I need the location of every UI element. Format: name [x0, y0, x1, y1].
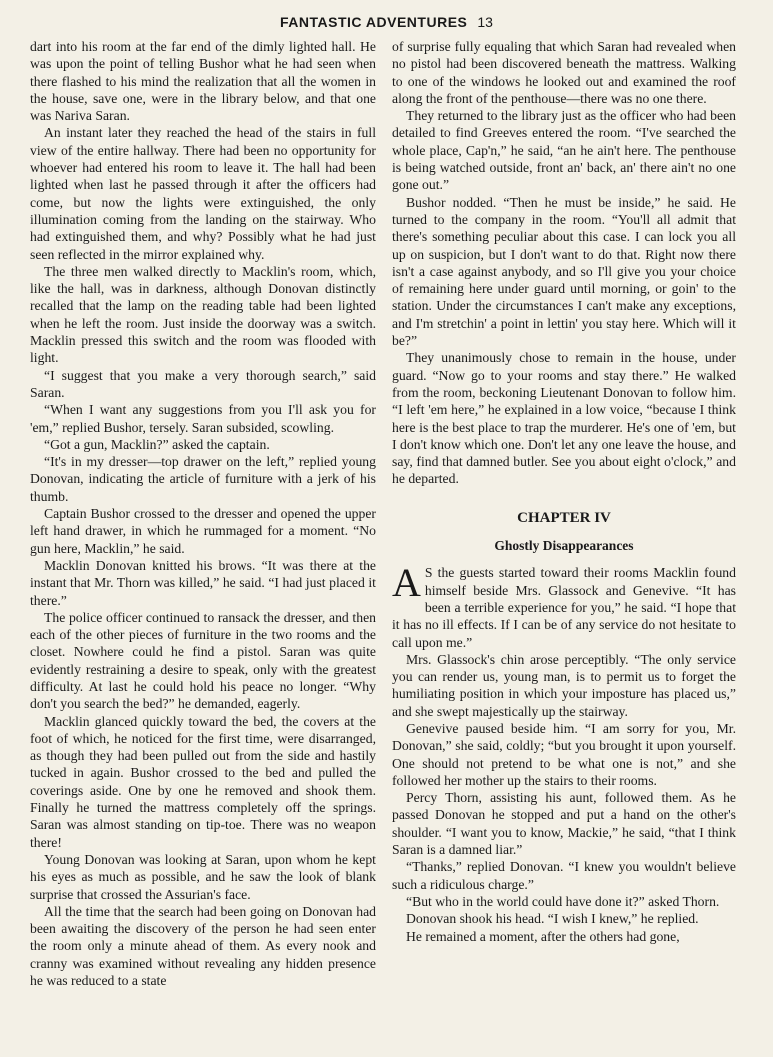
right-column	[392, 38, 736, 945]
paragraph: Bushor nodded. “Then he must be inside,” he said. He turned to the company in the room. “You'll all admit that there's something peculiar about this case. I can lock you all up on suspicion, but I don't want to do that. Right now there isn't a case against anybody, and so I'll give you your choice of remaining here under guard until morning, or goin' to the station. Under the circumstances I can't make any exceptions, and I'm stretchin' a point in lettin' you stay here. Which will it be?”	[392, 194, 736, 349]
paragraph: Young Donovan was looking at Saran, upon whom he kept his eyes as much as possible, and he saw the look of blank surprise that crossed the Assurian's face.	[30, 851, 376, 902]
chapter-heading: CHAPTER IV	[517, 509, 611, 526]
paragraph	[392, 560, 736, 650]
paragraph: The three men walked directly to Macklin's room, which, like the hall, was in darkness, although Donovan distinctly recalled that the lamp on the reading table had been lighted when he left the room. Just inside the doorway was a switch. Macklin pressed this switch and the room was flooded with light.	[30, 263, 376, 366]
chapter-title: Ghostly Disappearances	[494, 538, 634, 554]
paragraph: Captain Bushor crossed to the dresser and opened the upper left hand drawer, in which he rummaged for a moment. “No gun here, Macklin,” he said.	[30, 506, 376, 556]
paragraph: Macklin Donovan knitted his brows. “It was there at the instant that Mr. Thorn was killed,” he said. “I had just placed it there.”	[30, 557, 376, 608]
paragraph: Percy Thorn, assisting his aunt, followed them. As he passed Donovan he stopped and put a hand on the other's shoulder. “I want you to know, Mackie,” he said, “that I think Saran is a damned liar.”	[392, 790, 736, 858]
paragraph: dart into his room at the far end of the dimly lighted hall. He was upon the point of telling Bushor what he had seen when there flashed to his mind the realization that all the women in the house, save one, were in the library below, and that one was Nariva Saran.	[30, 39, 376, 124]
paragraph: “I suggest that you make a very thorough search,” said Saran.	[30, 367, 376, 400]
paragraph: He remained a moment, after the others had gone,	[406, 928, 680, 944]
paragraph: Mrs. Glassock's chin arose perceptibly. “The only service you can render us, young man, is to permit us to forget the humiliating position in which your imposture has placed us,” and she swept majestically up the stairway.	[392, 651, 736, 719]
paragraph: Donovan shook his head. “I wish I knew,” he replied.	[406, 911, 699, 927]
paragraph: “But who in the world could have done it?” asked Thorn.	[406, 893, 720, 909]
running-header	[0, 14, 773, 30]
paragraph: “Thanks,” replied Donovan. “I knew you wouldn't believe such a ridiculous charge.”	[392, 859, 736, 892]
paragraph: An instant later they reached the head of the stairs in full view of the entire hallway. There had been no opportunity for whoever had entered his room to leave it. The hall had been lighted when last he passed through it after the officers had come, but now the lights were extinguished, the only illumination coming from the landing on the stairway. Who had extinguished them, and why? Possibly what he had just seen reflected in the mirror explained why.	[30, 125, 376, 262]
page-number: 13	[477, 14, 493, 30]
paragraph: They unanimously chose to remain in the house, under guard. “Now go to your rooms and stay there.” He walked from the room, beckoning Lieutenant Donovan to follow him. “I left 'em here,” he explained in a low voice, “because I think here is the best place to trap the murderer. He's one of 'em, but I don't know which one. Don't let any one leave the house, and say, find that damned butler. See you about eight o'clock,” and he departed.	[392, 350, 736, 487]
paragraph: All the time that the search had been going on Donovan had been awaiting the discovery of the person he had seen enter the room only a minute ahead of them. As every nook and cranny was examined without revealing any hidden presence he was reduced to a state	[30, 903, 376, 989]
paragraph: of surprise fully equaling that which Saran had revealed when no pistol had been discovered beneath the mattress. Walking to one of the windows he looked out and examined the roof along the front of the penthouse—there was no one there.	[392, 39, 736, 106]
paragraph: “When I want any suggestions from you I'll ask you for 'em,” replied Bushor, tersely. Saran subsided, scowling.	[30, 402, 376, 435]
paragraph-text: S the guests started toward their rooms Macklin found himself beside Mrs. Glassock and Genevive. “It has been a terrible experience for you,” he said. “I hope that it has no ill effects. If I can be of any service do not hesitate to call upon me.”	[392, 565, 736, 650]
paragraph: Genevive paused beside him. “I am sorry for you, Mr. Donovan,” she said, coldly; “but you brought it upon yourself. One should not pretend to be what one is not,” and she followed her mother up the stairs to their rooms.	[392, 720, 736, 788]
paragraph: The police officer continued to ransack the dresser, and then each of the other pieces of furniture in the two rooms and the closet. Nowhere could he find a pistol. Saran was quite evidently restraining a desire to speak, only with the greatest difficulty. At last he could hold his peace no longer. “Why don't you search the bed?” he demanded, eagerly.	[30, 609, 376, 712]
paragraph: “Got a gun, Macklin?” asked the captain.	[44, 436, 270, 452]
left-column	[30, 38, 376, 989]
paragraph: Macklin glanced quickly toward the bed, the covers at the foot of which, he noticed for the first time, were disarranged, as though they had been pulled out from the side and hastily tucked in again. Bushor crossed to the bed and pulled the coverings aside. One by one he removed and shook them. Finally he turned the mattress completely off the springs. Saran was almost standing on tip-toe. There was no weapon there!	[30, 713, 376, 850]
magazine-title: FANTASTIC ADVENTURES	[280, 14, 468, 30]
drop-cap: A	[392, 560, 421, 606]
paragraph: They returned to the library just as the officer who had been detailed to find Greeves entered the room. “I've searched the whole place, Cap'n,” he said, “an he ain't here. The penthouse is being watched outside, front an' back, an' there ain't no one gone out.”	[392, 108, 736, 193]
paragraph: “It's in my dresser—top drawer on the left,” replied young Donovan, indicating the article of furniture with a jerk of his thumb.	[30, 454, 376, 504]
